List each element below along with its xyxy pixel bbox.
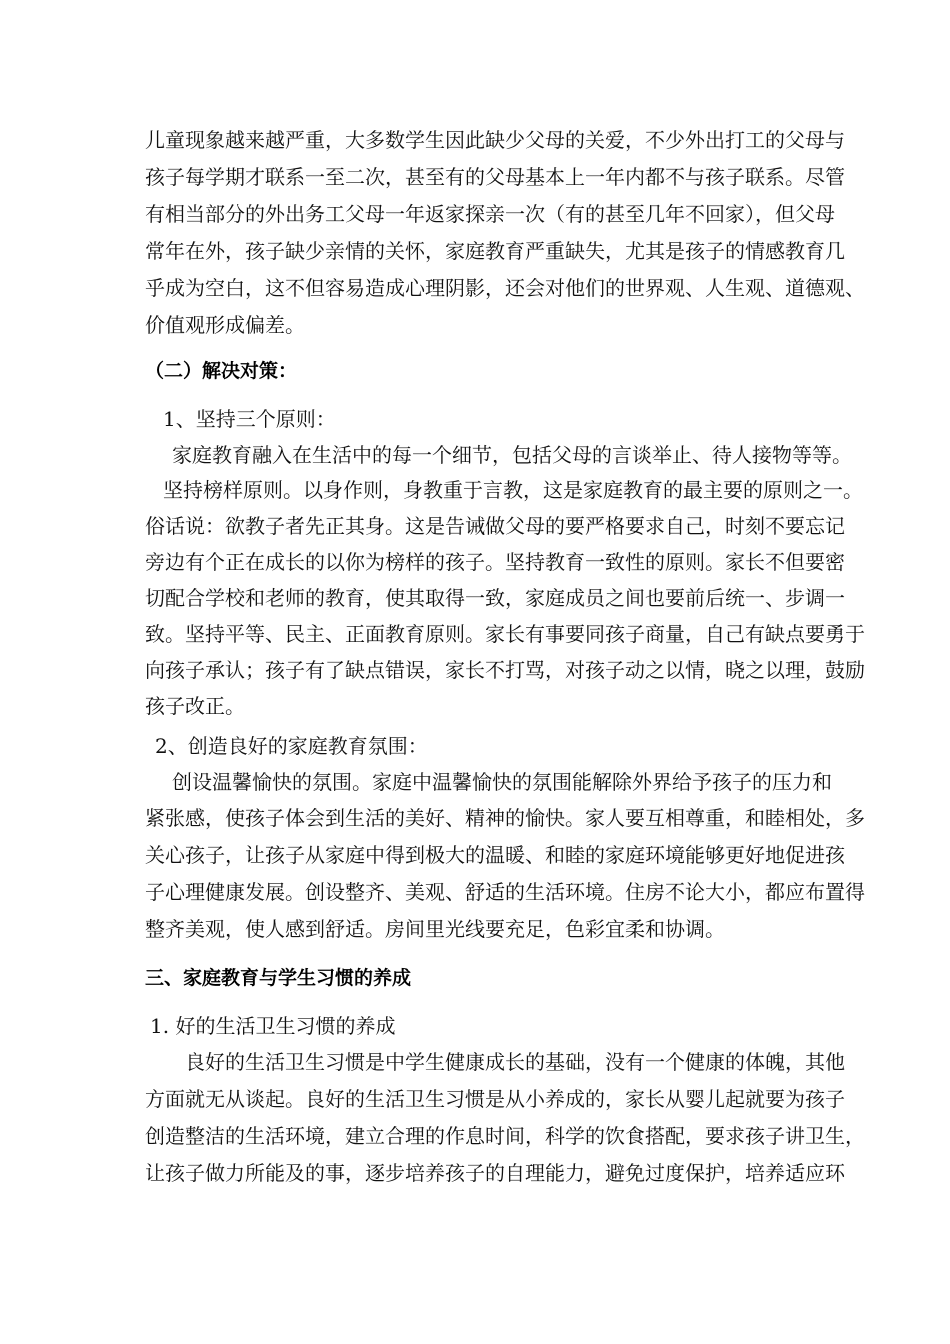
paragraph-line: 让孩子做力所能及的事，逐步培养孩子的自理能力，避免过度保护，培养适应环 xyxy=(145,1161,845,1185)
paragraph-line: 紧张感，使孩子体会到生活的美好、精神的愉快。家人要互相尊重，和睦相处，多 xyxy=(145,806,865,830)
section-heading: （二）解决对策： xyxy=(145,360,298,382)
paragraph-line: 方面就无从谈起。良好的生活卫生习惯是从小养成的，家长从婴儿起就要为孩子 xyxy=(145,1087,845,1111)
section-heading: 三、家庭教育与学生习惯的养成 xyxy=(145,967,412,989)
paragraph-line: 孩子每学期才联系一至二次，甚至有的父母基本上一年内都不与孩子联系。尽管 xyxy=(145,165,845,189)
paragraph-line: 良好的生活卫生习惯是中学生健康成长的基础，没有一个健康的体魄，其他 xyxy=(185,1050,845,1074)
paragraph-line: 切配合学校和老师的教育，使其取得一致，家庭成员之间也要前后统一、步调一 xyxy=(145,586,845,610)
paragraph-line: 俗话说：欲教子者先正其身。这是告诫做父母的要严格要求自己，时刻不要忘记 xyxy=(145,514,845,538)
paragraph-line: 家庭教育融入在生活中的每一个细节，包括父母的言谈举止、待人接物等等。 xyxy=(172,443,852,467)
paragraph-line: 旁边有个正在成长的以你为榜样的孩子。坚持教育一致性的原则。家长不但要密 xyxy=(145,550,845,574)
paragraph-line: 整齐美观，使人感到舒适。房间里光线要充足，色彩宜柔和协调。 xyxy=(145,917,725,941)
paragraph-line: 创设温馨愉快的氛围。家庭中温馨愉快的氛围能解除外界给予孩子的压力和 xyxy=(172,770,832,794)
paragraph-line: 致。坚持平等、民主、正面教育原则。家长有事要同孩子商量，自己有缺点要勇于 xyxy=(145,622,865,646)
paragraph-line: 孩子改正。 xyxy=(145,694,245,718)
paragraph-line: 关心孩子，让孩子从家庭中得到极大的温暖、和睦的家庭环境能够更好地促进孩 xyxy=(145,843,845,867)
paragraph-line: 价值观形成偏差。 xyxy=(145,313,305,337)
list-item-title: 1、坚持三个原则： xyxy=(163,407,336,431)
paragraph-line: 坚持榜样原则。以身作则，身教重于言教，这是家庭教育的最主要的原则之一。 xyxy=(163,478,863,502)
paragraph-line: 向孩子承认；孩子有了缺点错误，家长不打骂，对孩子动之以情，晓之以理，鼓励 xyxy=(145,658,865,682)
paragraph-line: 乎成为空白，这不但容易造成心理阴影，还会对他们的世界观、人生观、道德观、 xyxy=(145,276,865,300)
paragraph-line: 创造整洁的生活环境，建立合理的作息时间，科学的饮食搭配，要求孩子讲卫生， xyxy=(145,1124,865,1148)
paragraph-line: 儿童现象越来越严重，大多数学生因此缺少父母的关爱，不少外出打工的父母与 xyxy=(145,128,845,152)
paragraph-line: 有相当部分的外出务工父母一年返家探亲一次（有的甚至几年不回家），但父母 xyxy=(145,202,835,226)
list-item-title: 1. 好的生活卫生习惯的养成 xyxy=(150,1014,396,1038)
paragraph-line: 常年在外，孩子缺少亲情的关怀，家庭教育严重缺失，尤其是孩子的情感教育几 xyxy=(145,239,845,263)
list-item-title: 2、创造良好的家庭教育氛围： xyxy=(155,734,428,758)
paragraph-line: 子心理健康发展。创设整齐、美观、舒适的生活环境。住房不论大小，都应布置得 xyxy=(145,880,865,904)
